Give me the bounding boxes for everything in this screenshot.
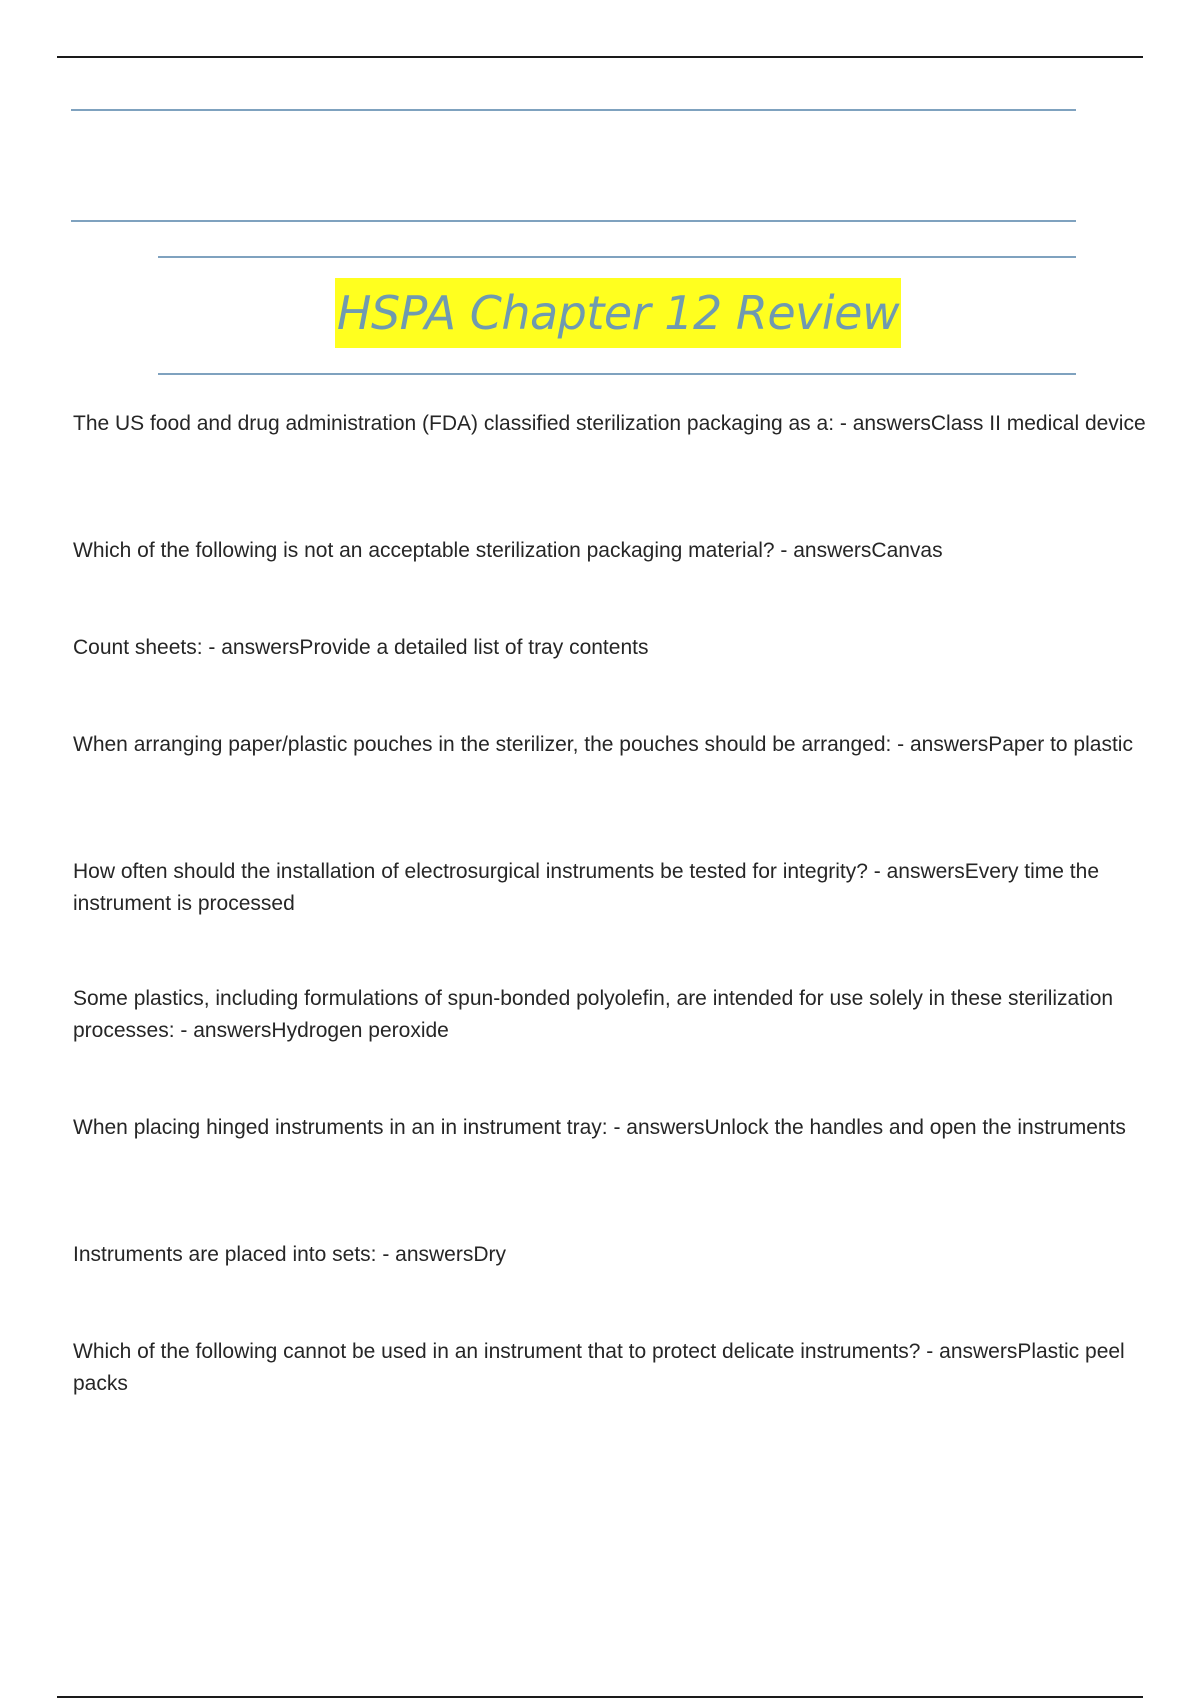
title-rule-bottom — [158, 373, 1076, 375]
qa-item-7: When placing hinged instruments in an in instrument tray: - answersUnlock the handles and open the instruments — [73, 1116, 1126, 1139]
qa-item-3: Count sheets: - answersProvide a detailed list of tray contents — [73, 636, 649, 659]
header-rule-1 — [71, 109, 1076, 111]
qa-item-4: When arranging paper/plastic pouches in the sterilizer, the pouches should be arranged: - answersPaper to plastic — [73, 733, 1133, 756]
qa-item-9: Which of the following cannot be used in an instrument that to protect delicate instruments? - answersPlastic peel packs — [73, 1340, 1125, 1395]
title-rule-top — [158, 256, 1076, 258]
qa-item-1: The US food and drug administration (FDA) classified sterilization packaging as a: - answersClass II medical device — [73, 412, 1146, 435]
header-rule-2 — [71, 220, 1076, 222]
qa-item-8: Instruments are placed into sets: - answersDry — [73, 1243, 507, 1266]
title-container — [0, 278, 1200, 348]
top-border-rule — [57, 56, 1143, 58]
qa-item-6: Some plastics, including formulations of spun-bonded polyolefin, are intended for use solely in these sterilization processes: - answersHydrogen peroxide — [73, 987, 1114, 1042]
qa-item-5: How often should the installation of electrosurgical instruments be tested for integrity? - answersEvery time the instrument is processed — [73, 860, 1099, 915]
page-title: HSPA Chapter 12 Review — [335, 278, 901, 348]
bottom-border-rule — [57, 1696, 1143, 1698]
qa-item-2: Which of the following is not an acceptable sterilization packaging material? - answersCanvas — [73, 539, 943, 562]
